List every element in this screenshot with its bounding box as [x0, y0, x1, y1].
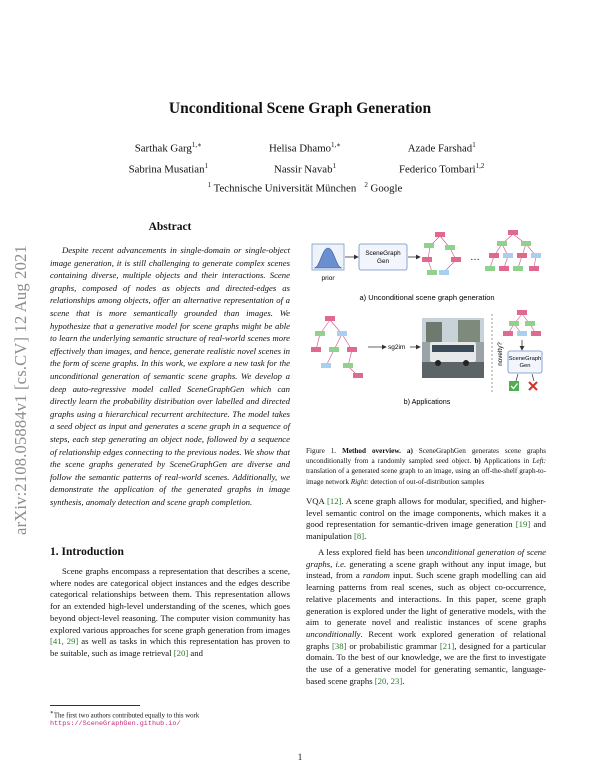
text-run: and manipulation — [306, 519, 546, 542]
footnote-rule — [50, 705, 140, 706]
text-run: and — [188, 647, 203, 658]
arxiv-stamp — [6, 200, 36, 580]
citation-link[interactable]: [20, 23] — [374, 675, 403, 686]
figure-caption — [306, 446, 546, 487]
text-run: . — [402, 675, 405, 686]
text-run: . A scene graph allows for modular, specified, and higher-level semantic control on the image components, which makes it a good representation for semantic-driven image generation — [306, 496, 546, 530]
label-a: a) Unconditional scene graph generation — [359, 293, 495, 302]
text-run: SceneGraphGen generates scene graphs unconditionally from a randomly sampled seed object. — [306, 447, 546, 466]
project-url[interactable]: https://SceneGraphGen.github.io/ — [50, 720, 181, 729]
intro-heading: 1. Introduction — [50, 546, 124, 558]
figure-1 — [308, 222, 546, 440]
right-paragraph-1 — [306, 496, 546, 543]
arxiv-id-text: arXiv:2108.05884v1 [cs.CV] 12 Aug 2021 — [11, 245, 30, 535]
text-run: Left: — [532, 457, 546, 466]
citation-link[interactable]: [12] — [326, 496, 342, 506]
abstract-text: Despite recent advancements in single-domain or single-object image generation, it is still challenging to generate complex scenes containing diverse, multiple objects and their interactions. Scene graphs, composed of nodes as objects and directed-edges as relationships among objects, offer an alternative representation of a scene that is more semantically grounded than images. We hypothesize that a generative model for scene graphs might be able to learn the underlying semantic structure of real-world scenes more effectively than images, and hence, generate realistic novel scenes in the form of scene graphs. In this work, we explore a new task for the unconditional generation of semantic scene graphs. We develop a deep auto-regressive model called SceneGraphGen which can directly learn the probability distribution over labelled and directed graphs using a hierarchical recurrent architecture. The model takes a seed object as input and generates a scene graph in a sequence of steps, each step generating an object node, followed by a sequence of relationship edges connecting to the previous nodes. We show that the scene graphs generated by SceneGraphGen are diverse and follow the semantic patterns of real-world scenes. Additionally, we demonstrate the application of the generated graphs in image synthesis, anomaly detection and scene graph completion. — [50, 245, 290, 507]
query-graph — [503, 310, 541, 336]
author: Helisa Dhamo$^{1,∗}$ — [268, 141, 342, 155]
generated-graph-1 — [422, 232, 461, 275]
text-run: unconditional generation of scene graphs — [306, 547, 546, 569]
text-run: Right: — [350, 477, 369, 486]
right-paragraph-2 — [306, 547, 546, 687]
input-graph — [311, 316, 363, 378]
affiliations: $^1$ Technische Universität München $^2$ Google — [207, 181, 403, 195]
author: Sarthak Garg$^{1,∗}$ — [134, 141, 202, 155]
citation-link[interactable]: [19] — [515, 519, 531, 530]
author: Azade Farshad$^1$ — [407, 141, 476, 155]
text-run: translation of a generated scene graph to an image, using an off-the-shelf graph-to-image network — [306, 467, 546, 486]
text-run: unconditionally — [306, 628, 361, 639]
citation-link[interactable]: [38] — [332, 640, 347, 651]
citation-link[interactable]: [20] — [173, 647, 189, 658]
author-row-1 — [95, 141, 515, 155]
text-run: Applications in — [480, 457, 533, 466]
text-run: generating a scene graph without any input image, but instead, from a — [306, 558, 546, 581]
check-icon — [509, 381, 519, 391]
generated-image — [422, 318, 484, 378]
sg2im-label: sg2im — [388, 344, 406, 351]
citation-link[interactable]: [41, 29] — [50, 636, 79, 647]
page-number: 1 — [297, 752, 303, 762]
text-run: VQA — [306, 496, 327, 506]
text-run: detection of out-of-distribution samples — [368, 477, 485, 486]
text-run: , — [330, 558, 336, 569]
footnote-text: The first two authors contributed equally to this work — [53, 712, 200, 720]
text-run: input. Such scene graph modelling can aid learning patterns from real scenes, such as object co-occurrence, relative placements and interactions. In this paper, scene graph generation is explored under the light of generative models, with the aim to generate novel and realistic instances of scene graphs — [306, 570, 546, 628]
prior-label: prior — [321, 275, 335, 282]
citation-link[interactable]: [8] — [354, 531, 365, 542]
scenegraphgen-box-bottom — [508, 351, 542, 373]
prior-distribution — [312, 244, 344, 270]
label-b: b) Applications — [403, 397, 451, 406]
text-run: random — [362, 570, 390, 581]
text-run: as well as tasks in which this representation has proven to be suitable, such as image retrieval — [50, 636, 290, 658]
text-run: i.e. — [335, 558, 347, 569]
intro-paragraph-1 — [50, 566, 290, 660]
paper-title: Unconditional Scene Graph Generation — [168, 100, 432, 117]
author: Nassir Navab$^1$ — [274, 162, 336, 176]
scenegraphgen-box-top — [359, 244, 407, 270]
sgg-top-line2: Gen — [377, 258, 389, 265]
cross-icon — [529, 382, 537, 390]
text-run: or probabilistic grammar — [346, 640, 440, 651]
text-run: . Recent work explored generation of relational graphs — [306, 628, 546, 651]
novelty-label: novelty? — [497, 342, 504, 366]
text-run: , designed for a particular domain. To the best of our knowledge, we are the first to investigate the use of a generative model for generating semantic, language-based scene graphs — [306, 640, 546, 686]
text-run: A less explored field has been — [318, 547, 427, 557]
author: Sabrina Musatian$^1$ — [128, 162, 208, 176]
generated-graph-2 — [485, 230, 541, 271]
sgg-bottom-line1: SceneGraph — [508, 356, 542, 362]
text-run: b) — [474, 457, 481, 466]
dots: … — [470, 252, 480, 263]
sgg-bottom-line2: Gen — [519, 363, 531, 369]
text-run: Figure 1. — [306, 447, 343, 455]
text-run: Scene graphs encompass a representation that describes a scene, where nodes are categorical object instances and the edges describe categorical relationships between them. This representation allows for an extended high-level understanding of the scenes, which goes beyond object-level reasoning. The computer vision community has explored various approaches for scene graph generation from images — [50, 566, 290, 635]
footnote: ∗The first two authors contributed equally to this work https://SceneGraphGen.github.io/ — [50, 709, 290, 729]
author: Federico Tombari$^{1,2}$ — [398, 162, 485, 176]
author-row-2 — [95, 162, 515, 176]
sgg-top-line1: SceneGraph — [365, 250, 401, 257]
abstract-heading: Abstract — [148, 221, 192, 233]
text-run: Method overview. a) — [342, 447, 413, 455]
citation-link[interactable]: [21] — [439, 640, 455, 651]
text-run: . — [364, 531, 367, 542]
